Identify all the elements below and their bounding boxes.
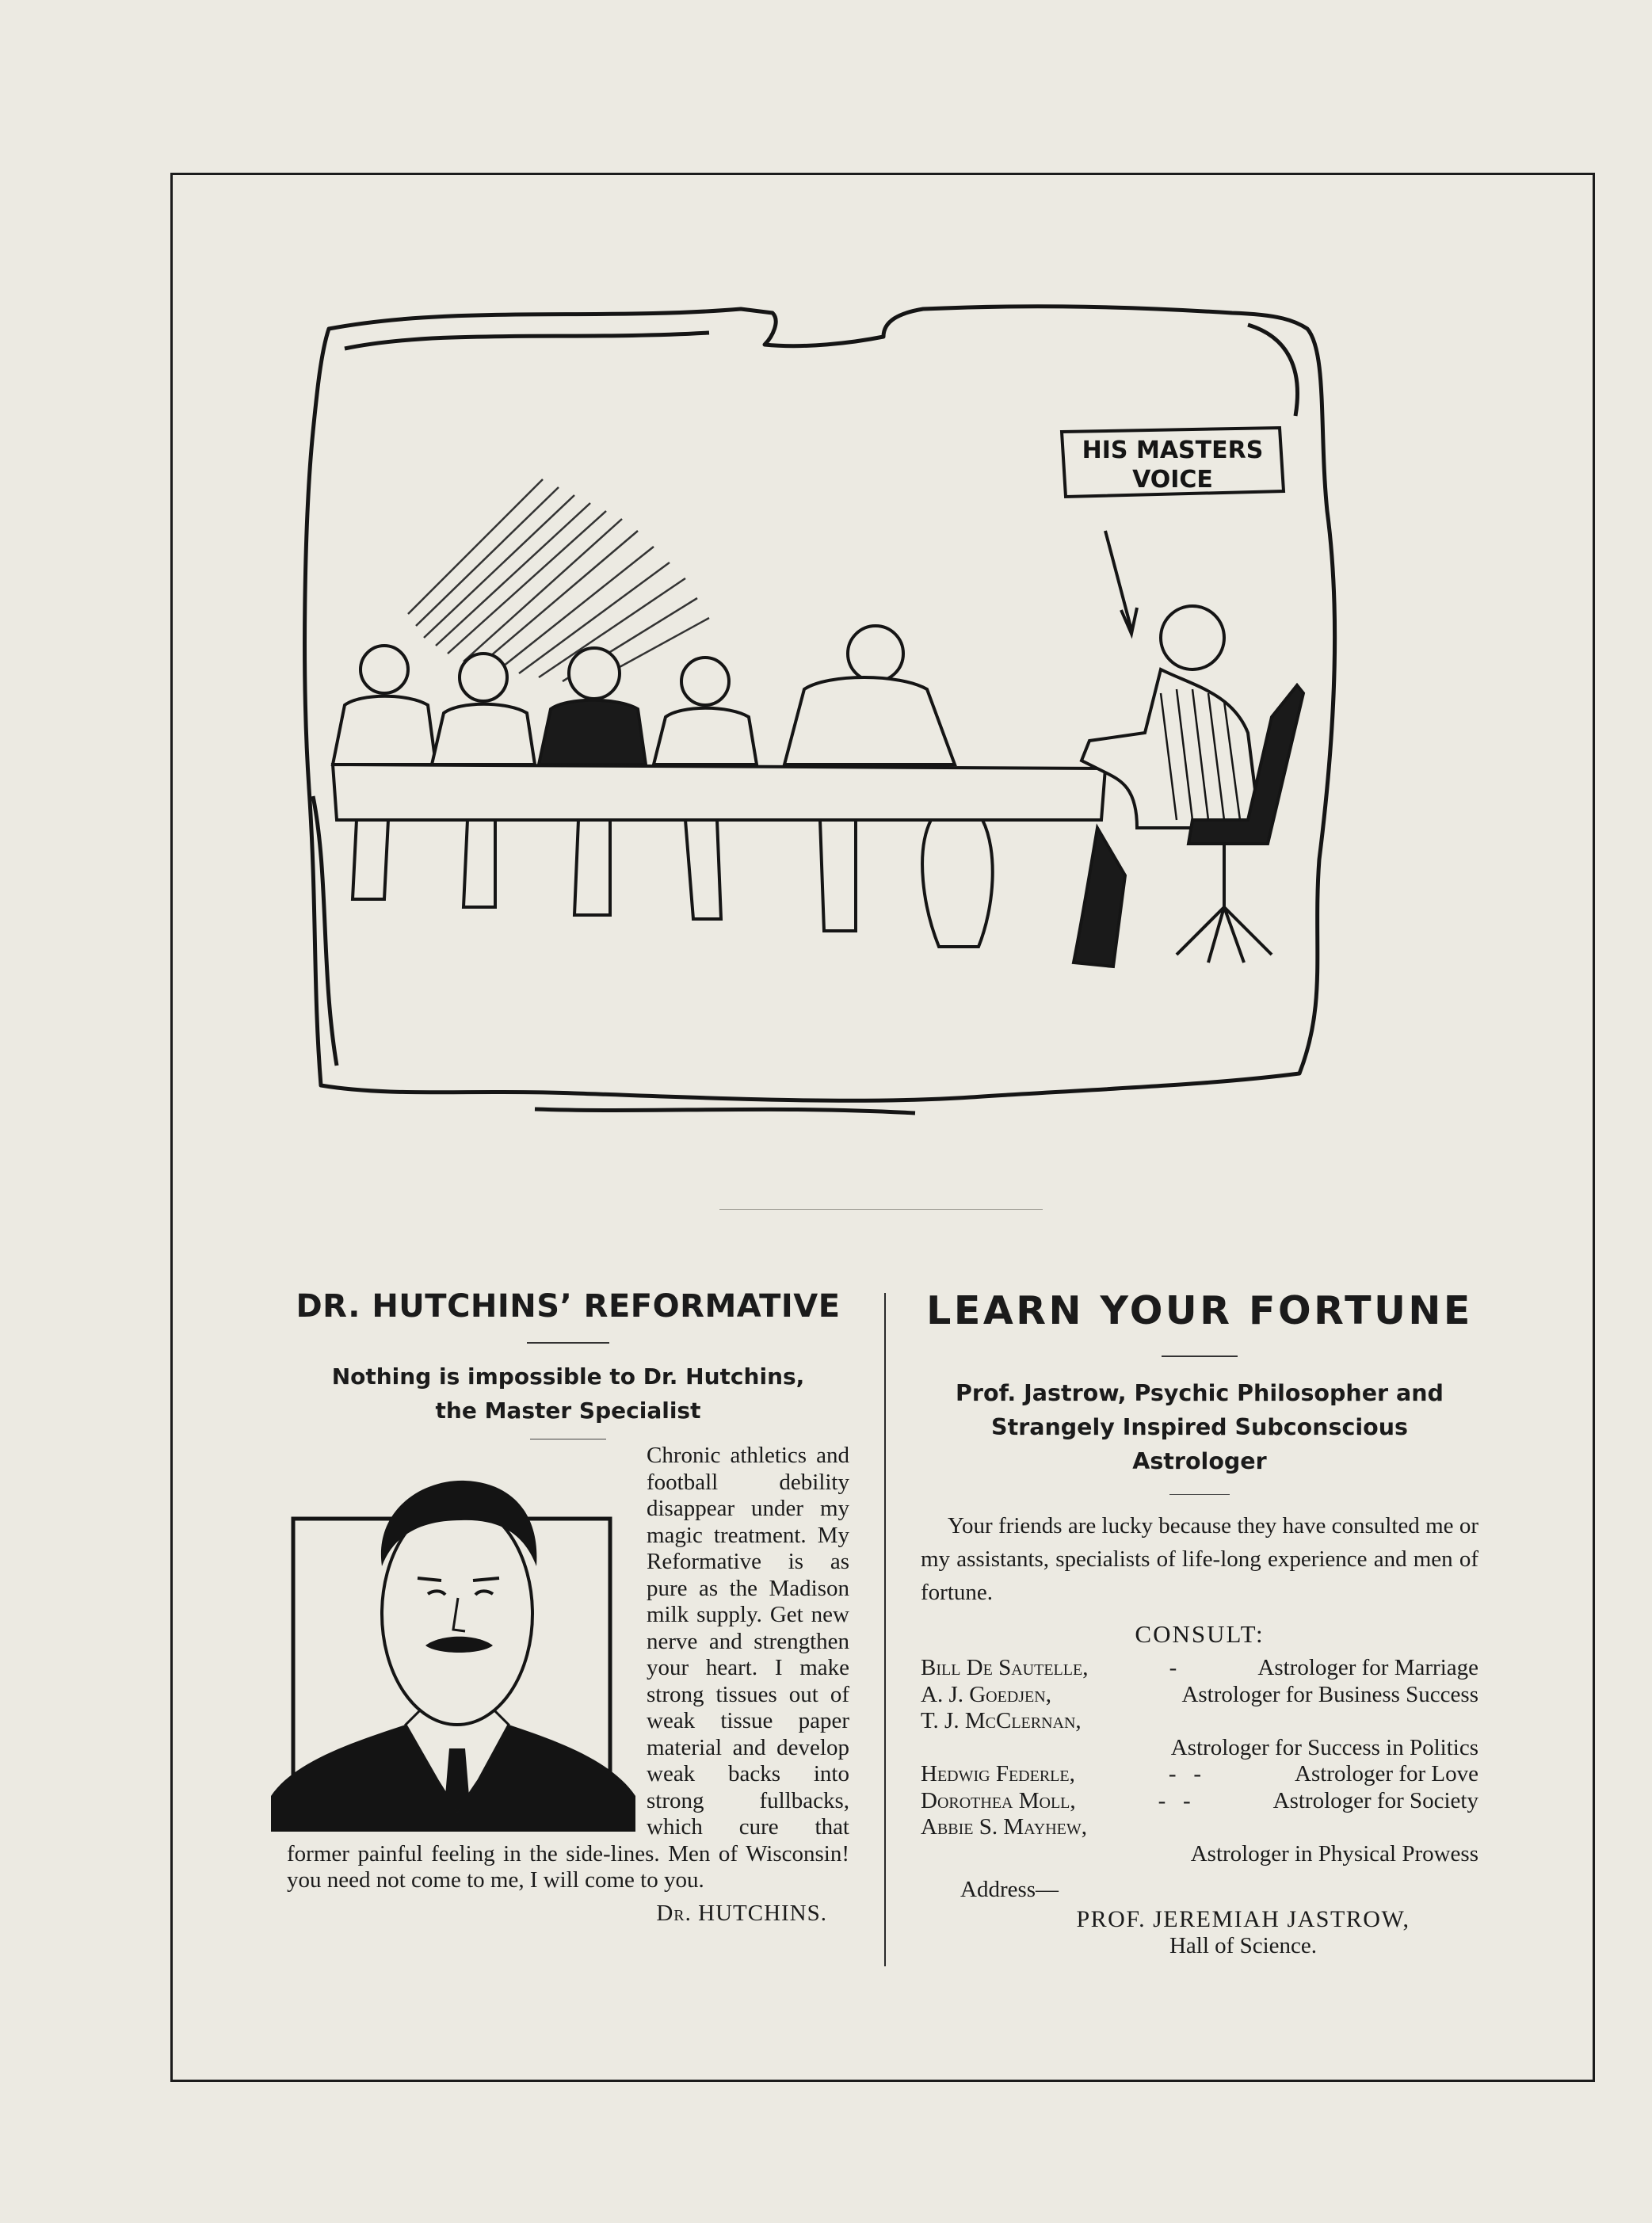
astrologer-row <box>921 1761 1478 1788</box>
astrologer-name: Abbie S. Mayhew, <box>921 1814 1088 1840</box>
address-label: Address— <box>960 1877 1059 1902</box>
astrologer-role: Astrologer for Business Success <box>1181 1681 1478 1707</box>
fortune-ad-subtitle <box>921 1376 1478 1478</box>
fortune-subtitle-rule <box>1169 1494 1230 1495</box>
astrologer-name: Bill De Sautelle, <box>921 1655 1089 1680</box>
astrologer-sep: - - <box>1158 1787 1191 1813</box>
column-divider <box>884 1293 886 1966</box>
subtitle-line-1: Nothing is impossible to Dr. Hutchins, <box>331 1363 805 1390</box>
fortune-subtitle-line-1: Prof. Jastrow, Psychic Philosopher and <box>956 1380 1444 1406</box>
hutchins-ad-title: DR. HUTCHINS’ REFORMATIVE <box>296 1288 841 1325</box>
address-place: Hall of Science. <box>1169 1933 1317 1958</box>
astrologer-name: Dorothea Moll, <box>921 1787 1076 1813</box>
hutchins-ad-subtitle <box>287 1359 849 1428</box>
astrologer-role: Astrologer for Success in Politics <box>1170 1734 1478 1760</box>
fortune-title-rule <box>1162 1356 1238 1357</box>
subtitle-line-2: the Master Specialist <box>435 1397 701 1424</box>
astrologer-name: Hedwig Federle, <box>921 1761 1075 1786</box>
fortune-subtitle-line-2: Strangely Inspired Subconscious <box>991 1414 1408 1440</box>
hutchins-ad-body-wrap <box>287 1443 849 1894</box>
fortune-ad <box>921 1283 1478 1959</box>
astrologer-name: A. J. Goedjen, <box>921 1681 1051 1707</box>
astrologer-role: Astrologer for Society <box>1272 1787 1478 1813</box>
astrologer-role: Astrologer for Love <box>1295 1761 1478 1786</box>
hatching <box>408 479 709 685</box>
center-divider-rule <box>719 1209 1043 1210</box>
fortune-subtitle-line-3: Astrologer <box>1132 1448 1267 1474</box>
astrologer-sep: - - <box>1168 1761 1201 1786</box>
astrologer-row <box>921 1814 1478 1841</box>
address-name: PROF. JEREMIAH JASTROW, <box>1076 1906 1410 1932</box>
hutchins-ad <box>287 1283 849 1927</box>
cartoon-illustration <box>297 273 1478 1129</box>
consult-label: CONSULT: <box>1135 1620 1265 1648</box>
astrologer-row <box>921 1788 1478 1815</box>
astrologer-role: Astrologer for Marriage <box>1257 1655 1478 1680</box>
astrologer-row <box>921 1708 1478 1735</box>
astrologer-name: T. J. McClernan, <box>921 1708 1082 1733</box>
title-rule <box>527 1342 609 1344</box>
seated-figures <box>333 606 1303 967</box>
astrologer-row <box>921 1682 1478 1709</box>
fortune-ad-body: Your friends are lucky because they have consulted me or my assistants, specialists of life-long experience and men of fortune. <box>921 1513 1478 1605</box>
speech-line-2: VOICE <box>1132 466 1213 494</box>
astrologer-sep: - <box>1169 1655 1177 1680</box>
speech-line-1: HIS MASTERS <box>1082 437 1264 464</box>
astrologer-row <box>921 1655 1478 1682</box>
hutchins-portrait <box>271 1447 635 1832</box>
speech-box <box>1062 428 1284 634</box>
hutchins-ad-body: Chronic athletics and football debility disappear under my magic treatment. My Reformative is as pure as the Madison milk supply. Get new nerve and strengthen your heart. I make strong tissues out of weak tissue paper material and develop weak backs into strong fullbacks, which cure that former painful feeling in the side-lines. Men of Wisconsin! you need not come to me, I will come to you. <box>287 1443 849 1893</box>
fortune-ad-title: LEARN YOUR FORTUNE <box>926 1288 1473 1333</box>
hutchins-signature: Dr. HUTCHINS. <box>656 1900 827 1926</box>
astrologer-role: Astrologer in Physical Prowess <box>1190 1840 1478 1866</box>
astrologer-list <box>921 1655 1478 1867</box>
